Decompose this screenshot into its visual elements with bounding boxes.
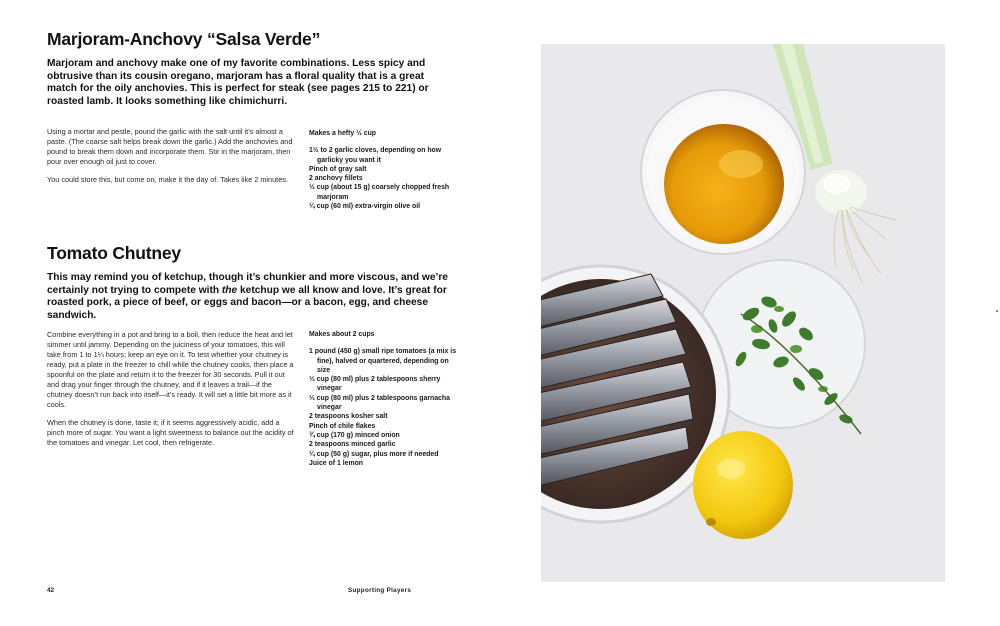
ingredient-line: ⅓ cup (80 ml) plus 2 tablespoons garnacha vinegar [309,394,450,412]
page-number: 42 [47,587,55,594]
ingredient-line: Pinch of gray salt [309,165,367,173]
page-edge-icon: ◔ [994,307,999,316]
chutney-ingredients [309,330,459,468]
ingredient-line: 2 teaspoons minced garlic [309,441,396,449]
salsa-intro: Marjoram and anchovy make one of my favorite combinations. Less spicy and obtrusive than its cousin oregano, marjoram has a floral quality that is a great match for the oily anchovies. This is perfect for steak (see pages 215 to 221) or roasted lamb. It looks something like chimichurri. [47,58,429,107]
ingredient-line: ¼ cup (50 g) sugar, plus more if needed [309,450,439,458]
ingredient-line: ⅓ cup (80 ml) plus 2 tablespoons sherry vinegar [309,376,441,393]
salsa-ingredients [309,129,459,211]
salsa-method-paragraph: Using a mortar and pestle, pound the garlic with the salt until it’s almost a paste. (The coarse salt helps break down the garlic.) Add the anchovies and pound to break them down and incorporate them. Stir in the marjoram, then pour over enough oil just to cover. [47,127,293,166]
chutney-method-paragraph: Combine everything in a pot and bring to a boil, then reduce the heat and let simmer until jammy. Depending on the juiciness of your tomatoes, this will take from 1 to 1¼ hours; keep an eye on it. To test whether your chutney is ready, put a plate in the freezer to chill while the chutney cooks, then place a spoonful on the plate and return it to the freezer for 30 seconds. Pull it out and drag your finger through the chutney, and if it leaves a trail—if the chutney doesn’t run back into itself—it’s ready. It will set a little bit more as it cools. [47,330,294,409]
ingredient-line: ½ cup (about 15 g) coarsely chopped fresh marjoram [309,184,450,201]
ingredient-line: 2 anchovy fillets [309,175,363,183]
chutney-title: Tomato Chutney [47,243,181,263]
olive-oil-bowl [641,90,805,254]
ingredient-line: Pinch of chile flakes [309,422,376,430]
ingredient-line: ¾ cup (170 g) minced onion [309,431,400,439]
salsa-method-paragraph: You could store this, but come on, make it the day of. Takes like 2 minutes. [47,175,288,184]
ingredient-line: 1½ to 2 garlic cloves, depending on how garlicky you want it [309,147,442,164]
lemon [693,431,793,539]
ingredient-line: 1 pound (450 g) small ripe tomatoes (a mix is fine), halved or quartered, depending on size [309,348,457,374]
photo-illustration [541,44,945,582]
chutney-method [47,330,294,456]
chutney-intro-text: This may remind you of ketchup, though it’s chunkier and more viscous, and we’re certainly not trying to compete with [47,272,448,296]
salsa-method [47,127,294,193]
ingredient-line: 2 teaspoons kosher salt [309,413,388,421]
running-footer: Supporting Players [348,587,412,594]
chutney-intro-emphasis: the [221,284,238,296]
salsa-title: Marjoram-Anchovy “Salsa Verde” [47,29,321,49]
ingredient-line: Juice of 1 lemon [309,459,363,467]
chutney-yield: Makes about 2 cups [309,331,375,338]
salsa-yield: Makes a hefty ½ cup [309,130,377,137]
chutney-intro-text: ketchup we all know and love. It’s great for roasted pork, a piece of beef, or eggs and bacon—or a bacon, egg, and cheese sandwich. [47,284,447,321]
chutney-method-paragraph: When the chutney is done, taste it; if it seems aggressively acidic, add a pinch more of sugar. You want a light sweetness to balance out the acidity of the tomatoes and vinegar. Let cool, then refrigerate. [47,418,294,447]
chutney-intro [47,272,452,322]
ingredients-photo [541,44,945,582]
ingredient-line: ¼ cup (60 ml) extra-virgin olive oil [309,203,421,211]
